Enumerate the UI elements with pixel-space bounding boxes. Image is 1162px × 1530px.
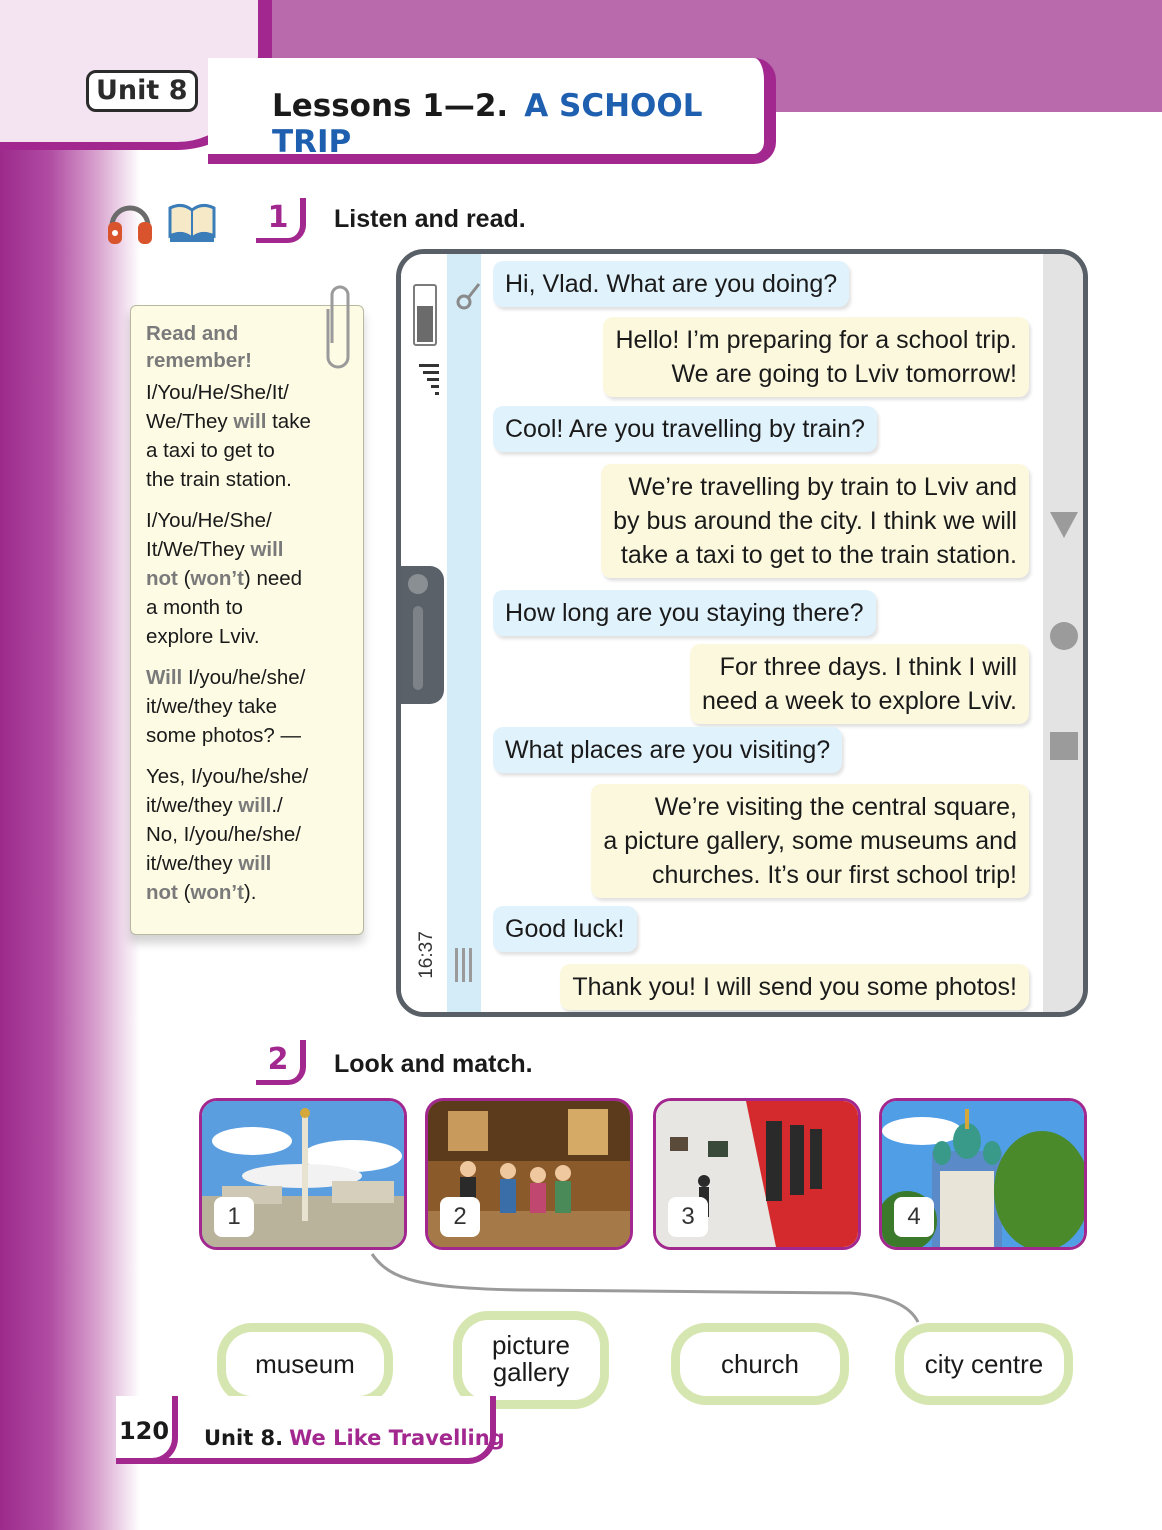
note-text: ) — [243, 567, 251, 590]
chat-line: We are going to Lviv tomorrow! — [671, 360, 1017, 388]
note-keyword: not — [146, 567, 178, 590]
topic-label: A SCHOOL TRIP — [272, 88, 703, 160]
photo-church[interactable] — [879, 1098, 1087, 1250]
chat-line: Thank you! I will send you some photos! — [572, 973, 1017, 1001]
word-card-museum[interactable]: museum — [226, 1332, 384, 1396]
chat-bubble-outgoing — [603, 317, 1029, 397]
left-margin-strip — [0, 112, 140, 1530]
chat-line: by bus around the city. I think we will — [613, 507, 1017, 535]
note-heading-line2: remember! — [146, 349, 252, 372]
note-text: No, I/you/he/she/ — [146, 823, 301, 846]
chat-line: What places are you visiting? — [505, 736, 831, 764]
chat-bubble-incoming — [493, 261, 849, 307]
note-text: ( — [183, 567, 191, 590]
photo-number: 1 — [214, 1197, 254, 1237]
note-paragraph-1 — [146, 378, 351, 494]
word-card-city-centre[interactable]: city centre — [904, 1332, 1064, 1396]
photo-city-square[interactable] — [199, 1098, 407, 1250]
phone-strip — [447, 254, 481, 1012]
photo-number: 3 — [668, 1197, 708, 1237]
chat-line: We’re visiting the central square, — [654, 793, 1017, 821]
paperclip-icon — [322, 283, 354, 373]
phone-chat — [396, 249, 1088, 1017]
recent-square-icon[interactable] — [1050, 732, 1078, 760]
chat-line: a picture gallery, some museums and — [603, 827, 1017, 855]
chat-bubble-incoming — [493, 906, 637, 952]
photo-picture-gallery[interactable] — [653, 1098, 861, 1250]
note-text: ). — [243, 881, 257, 904]
note-text: it/we/they take — [146, 695, 278, 718]
note-text: the train station. — [146, 468, 292, 491]
chat-bubble-outgoing — [560, 964, 1029, 1010]
exercise-1-number: 1 — [256, 198, 306, 243]
chat-bubble-outgoing — [591, 784, 1029, 898]
page-number: 120 — [116, 1396, 178, 1464]
lessons-label: Lessons 1—2. — [272, 88, 509, 124]
photo-museum[interactable] — [425, 1098, 633, 1250]
chat-line: need a week to explore Lviv. — [701, 687, 1017, 715]
chat-line: How long are you staying there? — [505, 599, 864, 627]
note-keyword: won’t — [190, 567, 244, 590]
exercise-1-instruction: Listen and read. — [334, 205, 526, 233]
note-text: it/we/they — [146, 794, 233, 817]
note-text: need — [256, 567, 303, 590]
note-text: I/you/he/she/ — [187, 666, 306, 689]
photo-number: 2 — [440, 1197, 480, 1237]
key-icon — [455, 276, 481, 312]
note-text: ./ — [271, 794, 283, 817]
grammar-note — [130, 305, 364, 935]
note-heading-line1: Read and — [146, 322, 239, 345]
menu-lines-icon — [453, 948, 475, 982]
note-keyword: not — [146, 881, 178, 904]
chat-line: Cool! Are you travelling by train? — [505, 415, 865, 443]
note-keyword: will — [238, 794, 272, 817]
note-text: take — [272, 410, 311, 433]
phone-clock — [403, 926, 443, 986]
chat-line: Hello! I’m preparing for a school trip. — [615, 326, 1017, 354]
note-text: We/They — [146, 410, 228, 433]
chat-bubble-incoming — [493, 406, 877, 452]
battery-icon — [413, 284, 437, 346]
footer-unit-title: We Like Travelling — [289, 1426, 505, 1450]
chat-line: We’re travelling by train to Lviv and — [628, 473, 1017, 501]
note-text: some photos? — — [146, 724, 301, 747]
note-text: a month to — [146, 596, 243, 619]
note-keyword: Will — [146, 666, 183, 689]
note-text: explore Lviv. — [146, 625, 260, 648]
footer-title — [204, 1426, 505, 1450]
note-keyword: won’t — [190, 881, 244, 904]
chat-bubble-incoming — [493, 590, 876, 636]
note-keyword: will — [250, 538, 284, 561]
note-text: Yes, I/you/he/she/ — [146, 765, 309, 788]
lesson-title — [208, 58, 776, 164]
exercise-2-number: 2 — [256, 1040, 306, 1085]
note-keyword: will — [233, 410, 267, 433]
phone-nav-bar — [1043, 254, 1083, 1012]
clock-time: 16:37 — [416, 931, 437, 979]
note-paragraph-3 — [146, 663, 351, 750]
note-text: it/we/they — [146, 852, 233, 875]
note-heading — [146, 320, 351, 374]
phone-side-handle — [396, 566, 444, 704]
note-text: I/You/He/She/It/ — [146, 381, 289, 404]
book-icon — [166, 196, 218, 246]
note-paragraph-4 — [146, 762, 351, 907]
unit-label: Unit 8 — [86, 70, 198, 112]
word-card-picture-gallery[interactable]: picture gallery — [462, 1320, 600, 1400]
back-triangle-icon[interactable] — [1050, 512, 1078, 538]
note-keyword: will — [238, 852, 272, 875]
chat-bubble-incoming — [493, 727, 842, 773]
note-paragraph-2 — [146, 506, 351, 651]
chat-area — [481, 254, 1043, 1012]
chat-line: churches. It’s our first school trip! — [652, 861, 1017, 889]
signal-icon — [419, 362, 443, 396]
note-text: I/You/He/She/ — [146, 509, 272, 532]
chat-line: For three days. I think I will — [719, 653, 1017, 681]
footer-unit: Unit 8. — [204, 1426, 284, 1450]
word-card-church[interactable]: church — [680, 1332, 840, 1396]
chat-line: Good luck! — [505, 915, 625, 943]
note-text: It/We/They — [146, 538, 245, 561]
note-text: ( — [183, 881, 191, 904]
headphones-icon — [104, 196, 156, 246]
exercise-2-instruction: Look and match. — [334, 1050, 533, 1078]
chat-bubble-outgoing — [690, 644, 1029, 724]
note-text: a taxi to get to — [146, 439, 275, 462]
photo-number: 4 — [894, 1197, 934, 1237]
home-circle-icon[interactable] — [1050, 622, 1078, 650]
chat-line: take a taxi to get to the train station. — [620, 541, 1017, 569]
chat-bubble-outgoing — [601, 464, 1029, 578]
chat-line: Hi, Vlad. What are you doing? — [505, 270, 838, 298]
